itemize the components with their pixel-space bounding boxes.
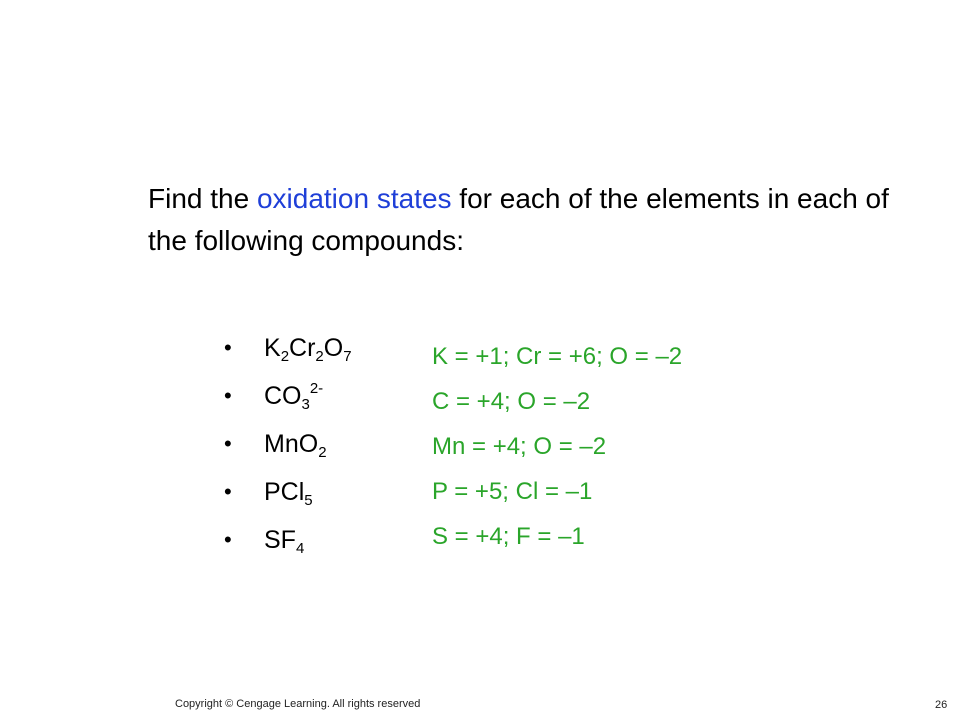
compound-item (218, 426, 352, 474)
prompt-text-start: Find the (148, 183, 257, 214)
formula-subscript: 2 (280, 348, 290, 365)
compound-list (218, 330, 352, 570)
prompt-highlight: oxidation states (256, 183, 452, 214)
formula-element: Cr (289, 334, 316, 362)
answer-item: K = +1; Cr = +6; O = –2 (432, 343, 683, 370)
formula-element: CO (264, 382, 302, 410)
bullet-icon: • (224, 335, 232, 360)
answer-list (432, 338, 682, 563)
compound-item (218, 330, 352, 378)
page-number: 26 (935, 699, 948, 711)
copyright-notice: Copyright © Cengage Learning. All rights reserved (175, 698, 421, 710)
compound-formula (264, 380, 324, 413)
bullet-icon: • (224, 527, 232, 552)
answer-item: Mn = +4; O = –2 (432, 433, 607, 460)
formula-element: K (264, 334, 281, 362)
question-prompt (148, 178, 928, 262)
bullet-icon: • (224, 383, 232, 408)
compound-formula (264, 334, 352, 365)
formula-subscript: 3 (301, 396, 310, 413)
compound-formula (264, 526, 305, 557)
formula-subscript: 5 (304, 492, 313, 509)
formula-subscript: 4 (295, 540, 305, 557)
prompt-text-end: for each of the elements in each of the following compounds: (148, 183, 889, 256)
formula-subscript: 2 (318, 444, 327, 461)
bullet-icon: • (224, 431, 232, 456)
formula-charge: 2- (309, 380, 324, 397)
answer-item: S = +4; F = –1 (432, 523, 585, 550)
formula-element: MnO (264, 430, 319, 458)
answer-item: C = +4; O = –2 (432, 388, 591, 415)
answer-item: P = +5; Cl = –1 (432, 478, 593, 505)
compound-item (218, 522, 352, 570)
formula-subscript: 2 (315, 348, 324, 365)
formula-element: PCl (264, 478, 305, 506)
formula-element: SF (264, 526, 296, 554)
compound-formula (264, 430, 327, 461)
formula-element: O (323, 334, 344, 362)
compound-item (218, 378, 352, 426)
formula-subscript: 7 (343, 348, 352, 365)
compound-formula (264, 478, 313, 509)
bullet-icon: • (224, 479, 232, 504)
compound-item (218, 474, 352, 522)
